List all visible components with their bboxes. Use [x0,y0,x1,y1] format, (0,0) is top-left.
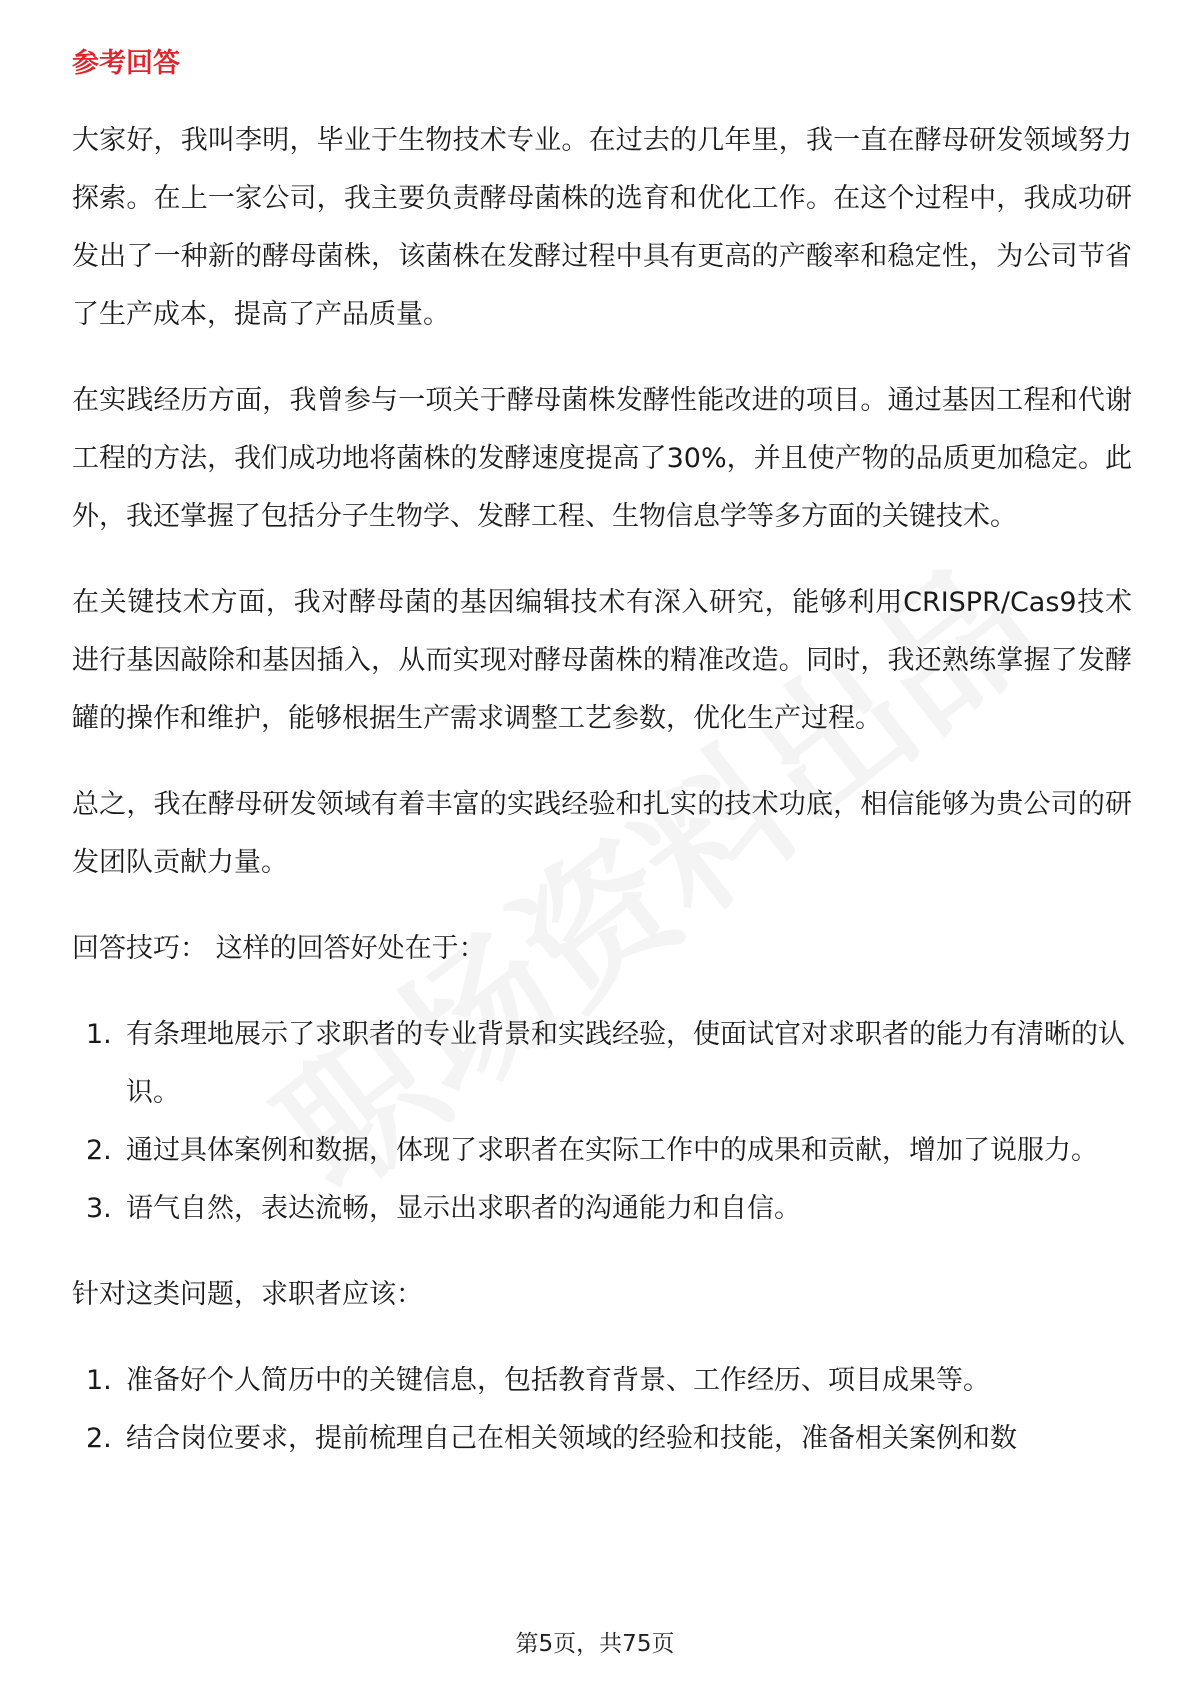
tips-list [72,1006,1132,1238]
list-number: 3. [86,1193,112,1224]
paragraph-key-tech: 在关键技术方面，我对酵母菌的基因编辑技术有深入研究，能够利用CRISPR/Cas9技术进行基因敲除和基因插入，从而实现对酵母菌株的精准改造。同时，我还熟练掌握了发酵罐的操作和维护，能够根据生产需求调整工艺参数，优化生产过程。 [72,587,1132,734]
document-content [72,44,1132,1496]
list-text: 语气自然，表达流畅，显示出求职者的沟通能力和自信。 [126,1193,801,1224]
list-number: 1. [86,1365,112,1396]
advice-list [72,1352,1132,1468]
tips-lead: 回答技巧： 这样的回答好处在于： [72,933,486,964]
list-text: 通过具体案例和数据，体现了求职者在实际工作中的成果和贡献，增加了说服力。 [126,1135,1098,1166]
list-text: 准备好个人简历中的关键信息，包括教育背景、工作经历、项目成果等。 [126,1365,990,1396]
list-item [72,1352,1132,1410]
list-number: 2. [86,1135,112,1166]
list-text: 结合岗位要求，提前梳理自己在相关领域的经验和技能，准备相关案例和数 [126,1423,1017,1454]
section-title: 参考回答 [72,48,180,79]
list-item [72,1006,1132,1122]
paragraph-experience: 在实践经历方面，我曾参与一项关于酵母菌株发酵性能改进的项目。通过基因工程和代谢工程的方法，我们成功地将菌株的发酵速度提高了30%，并且使产物的品质更加稳定。此外，我还掌握了包括分子生物学、发酵工程、生物信息学等多方面的关键技术。 [72,385,1132,532]
list-item [72,1180,1132,1238]
advice-lead: 针对这类问题，求职者应该： [72,1279,423,1310]
paragraph-summary: 总之，我在酵母研发领域有着丰富的实践经验和扎实的技术功底，相信能够为贵公司的研发团队贡献力量。 [72,789,1132,878]
list-text: 有条理地展示了求职者的专业背景和实践经验，使面试官对求职者的能力有清晰的认识。 [126,1019,1125,1108]
list-number: 2. [86,1423,112,1454]
paragraph-intro: 大家好，我叫李明，毕业于生物技术专业。在过去的几年里，我一直在酵母研发领域努力探索。在上一家公司，我主要负责酵母菌株的选育和优化工作。在这个过程中，我成功研发出了一种新的酵母菌株，该菌株在发酵过程中具有更高的产酸率和稳定性，为公司节省了生产成本，提高了产品质量。 [72,125,1132,330]
list-item [72,1122,1132,1180]
page-footer: 第5页，共75页 [515,1631,675,1657]
list-number: 1. [86,1019,112,1050]
list-item [72,1410,1132,1468]
